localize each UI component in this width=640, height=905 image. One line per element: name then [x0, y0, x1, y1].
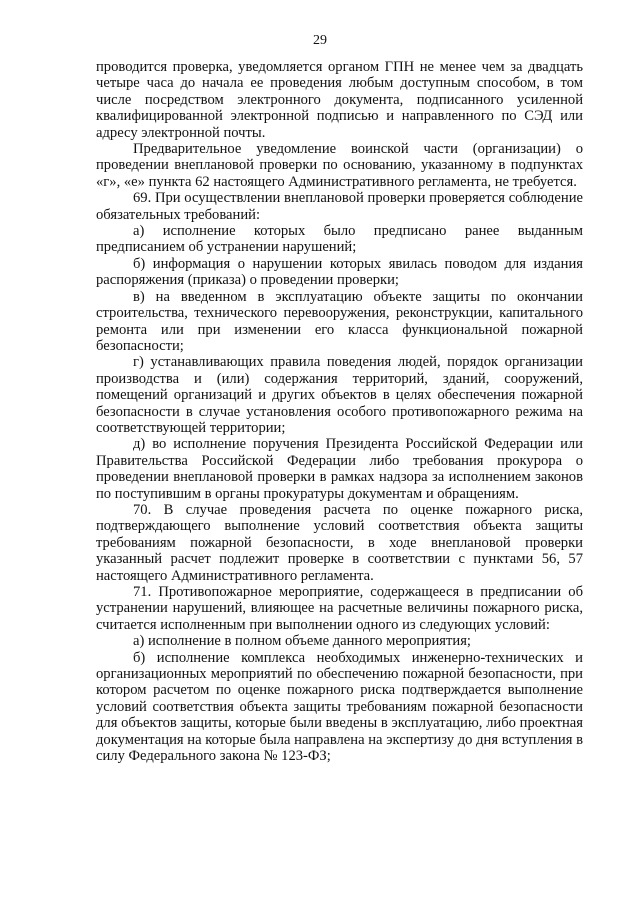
paragraph-prior-notice: Предварительное уведомление воинской части (организации) о проведении внеплановой проверки по основанию, указанному в подпунктах «г», «е» пункта 62 настоящего Административного регламента, не требуется. [96, 141, 583, 190]
paragraph-item-69-b: б) информация о нарушении которых явилась поводом для издания распоряжения (приказа) о проведении проверки; [96, 255, 583, 289]
page-number: 29 [313, 33, 327, 48]
paragraph-item-71-b: б) исполнение комплекса необходимых инженерно-технических и организационных мероприятий по обеспечению пожарной безопасности, при котором расчетом по оценке пожарного риска подтверждается выполнение условий соответствия объекта защиты требованиям пожарной безопасности для объектов защиты, которые были введены в эксплуатацию, либо проектная документация на которые была направлена на экспертизу до дня вступления в силу Федерального закона № 123-ФЗ; [96, 649, 583, 765]
paragraph-continuation: проводится проверка, уведомляется органом ГПН не менее чем за двадцать четыре часа до начала ее проведения любым доступным способом, в том числе посредством электронного документа, подписанного усиленной квалифицированной электронной подписью и направленного по СЭД или адресу электронной почты. [96, 59, 583, 141]
paragraph-item-71: 71. Противопожарное мероприятие, содержащееся в предписании об устранении нарушений, влияющее на расчетные величины пожарного риска, считается исполненным при выполнении одного из следующих условий: [96, 584, 583, 633]
paragraph-item-69-g: г) устанавливающих правила поведения людей, порядок организации производства и (или) содержания территорий, зданий, сооружений, помещений организаций и других объектов в целях обеспечения пожарной безопасности в случае установления особого противопожарного режима на соответствующей территории; [96, 354, 583, 436]
paragraph-item-69-d: д) во исполнение поручения Президента Российской Федерации или Правительства Российской Федерации либо требования прокурора о проведении внеплановой проверки в рамках надзора за исполнением законов по поступившим в органы прокуратуры документам и обращениям. [96, 436, 583, 502]
paragraph-item-70: 70. В случае проведения расчета по оценке пожарного риска, подтверждающего выполнение условий соответствия объекта защиты требованиям пожарной безопасности, в ходе внеплановой проверки указанный расчет подлежит проверке в соответствии с пунктами 56, 57 настоящего Административного регламента. [96, 501, 583, 584]
paragraph-item-71-a: а) исполнение в полном объеме данного мероприятия; [133, 633, 471, 650]
paragraph-item-69-v: в) на введенном в эксплуатацию объекте защиты по окончании строительства, технического перевооружения, реконструкции, капитального ремонта или при изменении его класса функциональной пожарной безопасности; [96, 288, 583, 354]
paragraph-item-69-a: а) исполнение которых было предписано ранее выданным предписанием об устранении нарушений; [96, 223, 583, 256]
document-body [96, 59, 583, 764]
paragraph-item-69: 69. При осуществлении внеплановой проверки проверяется соблюдение обязательных требований: [96, 190, 583, 223]
